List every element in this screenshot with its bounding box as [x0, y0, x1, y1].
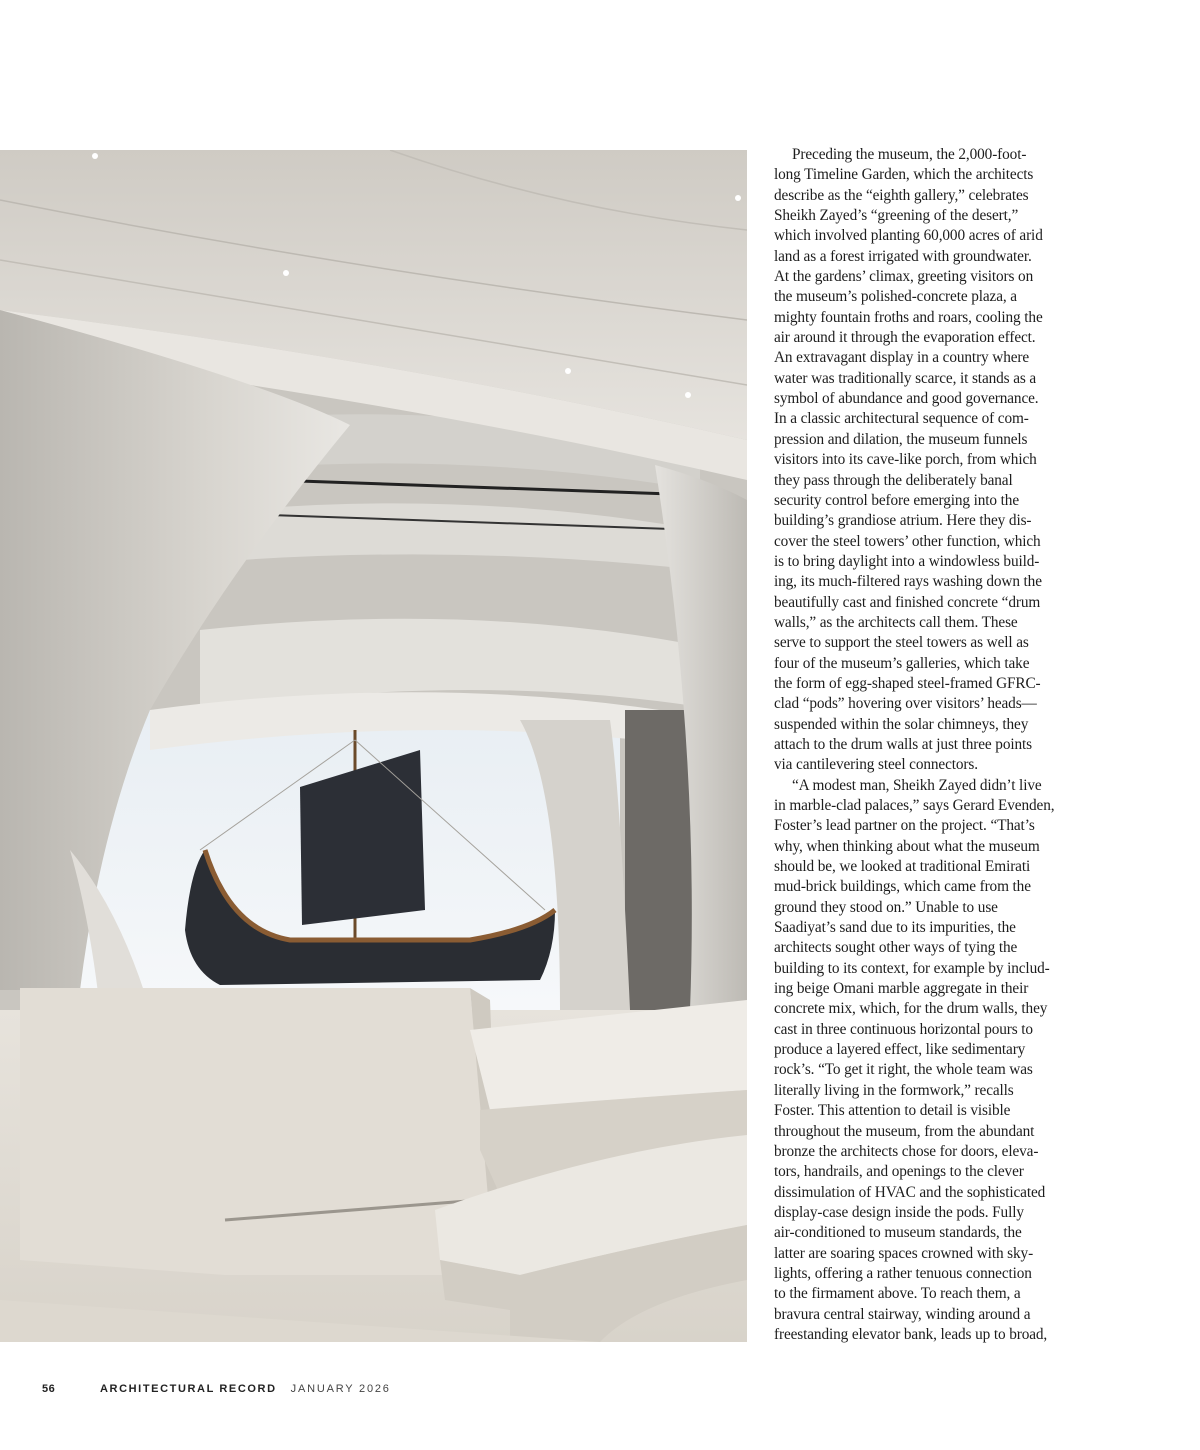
article-line: in marble-clad palaces,” says Gerard Evenden,	[774, 797, 1055, 814]
article-line: air-conditioned to museum standards, the	[774, 1224, 1022, 1242]
article-line: Saadiyat’s sand due to its impurities, the	[774, 919, 1016, 937]
article-line: concrete mix, which, for the drum walls, they	[774, 1000, 1048, 1018]
article-line: latter are soaring spaces crowned with sky-	[774, 1244, 1034, 1262]
article-line: Preceding the museum, the 2,000-foot-	[792, 146, 1027, 163]
article-line: walls,” as the architects call them. These	[774, 613, 1018, 631]
article-line: to the firmament above. To reach them, a	[774, 1285, 1021, 1303]
article-line: ing beige Omani marble aggregate in their	[774, 980, 1029, 998]
article-line: tors, handrails, and openings to the clever	[774, 1163, 1024, 1181]
article-line: which involved planting 60,000 acres of arid	[774, 227, 1043, 245]
issue-date: JANUARY 2026	[290, 1383, 391, 1395]
article-line: cover the steel towers’ other function, which	[774, 532, 1041, 550]
article-line: why, when thinking about what the museum	[774, 837, 1040, 855]
article-line: building’s grandiose atrium. Here they dis-	[774, 512, 1032, 530]
article-line: beautifully cast and finished concrete “drum	[774, 593, 1041, 611]
article-line: An extravagant display in a country where	[774, 349, 1030, 367]
article-line: the form of egg-shaped steel-framed GFRC-	[774, 674, 1041, 692]
article-line: water was traditionally scarce, it stands as a	[774, 369, 1037, 387]
article-line: cast in three continuous horizontal pours to	[774, 1020, 1033, 1038]
article-line: bravura central stairway, winding around a	[774, 1305, 1031, 1323]
article-line: pression and dilation, the museum funnels	[774, 430, 1028, 448]
article-line: four of the museum’s galleries, which take	[774, 654, 1030, 672]
article-line: mighty fountain froths and roars, cooling the	[774, 308, 1043, 326]
article-line: produce a layered effect, like sedimentary	[774, 1041, 1026, 1059]
article-line: they pass through the deliberately banal	[774, 471, 1013, 489]
article-line: building to its context, for example by includ-	[774, 959, 1050, 977]
article-line: Foster. This attention to detail is visible	[774, 1102, 1011, 1120]
article-line: the museum’s polished-concrete plaza, a	[774, 288, 1017, 306]
article-line: via cantilevering steel connectors.	[774, 756, 978, 774]
article-line: display-case design inside the pods. Fully	[774, 1203, 1024, 1221]
article-line: Sheikh Zayed’s “greening of the desert,”	[774, 207, 1019, 225]
article-line: ground they stood on.” Unable to use	[774, 898, 998, 916]
article-line: At the gardens’ climax, greeting visitors on	[774, 268, 1034, 286]
atrium-photo-illustration	[0, 150, 747, 1342]
article-line: freestanding elevator bank, leads up to broad,	[774, 1325, 1048, 1343]
article-line: Foster’s lead partner on the project. “That’s	[774, 817, 1035, 835]
article-line: lights, offering a rather tenuous connection	[774, 1264, 1032, 1282]
article-line: In a classic architectural sequence of com-	[774, 410, 1029, 428]
article-line: throughout the museum, from the abundant	[774, 1122, 1035, 1140]
atrium-photo	[0, 150, 747, 1342]
page-footer	[42, 1381, 391, 1397]
magazine-title: ARCHITECTURAL RECORD	[100, 1383, 277, 1395]
article-line: clad “pods” hovering over visitors’ heads—	[774, 695, 1037, 713]
article-line: visitors into its cave-like porch, from which	[774, 451, 1037, 469]
article-line: long Timeline Garden, which the architects	[774, 166, 1034, 184]
article-line: is to bring daylight into a windowless build-	[774, 552, 1040, 570]
article-column	[774, 145, 1086, 1345]
page-number: 56	[42, 1383, 56, 1395]
article-line: bronze the architects chose for doors, eleva-	[774, 1142, 1039, 1160]
article-line: literally living in the formwork,” recalls	[774, 1081, 1014, 1099]
article-line: dissimulation of HVAC and the sophisticated	[774, 1183, 1046, 1201]
article-line: land as a forest irrigated with groundwater.	[774, 247, 1032, 265]
article-line: suspended within the solar chimneys, they	[774, 715, 1029, 733]
article-line: rock’s. “To get it right, the whole team was	[774, 1061, 1033, 1079]
article-line: should be, we looked at traditional Emirati	[774, 858, 1031, 876]
article-line: mud-brick buildings, which came from the	[774, 878, 1031, 896]
article-line: attach to the drum walls at just three points	[774, 735, 1032, 753]
article-line: air around it through the evaporation effect.	[774, 329, 1036, 347]
article-line: describe as the “eighth gallery,” celebrates	[774, 186, 1029, 204]
article-line: architects sought other ways of tying the	[774, 939, 1018, 957]
article-line: ing, its much-filtered rays washing down the	[774, 573, 1042, 591]
article-line: symbol of abundance and good governance.	[774, 390, 1039, 408]
article-line: security control before emerging into the	[774, 491, 1019, 509]
article-line: “A modest man, Sheikh Zayed didn’t live	[792, 776, 1042, 794]
article-line: serve to support the steel towers as well as	[774, 634, 1029, 652]
